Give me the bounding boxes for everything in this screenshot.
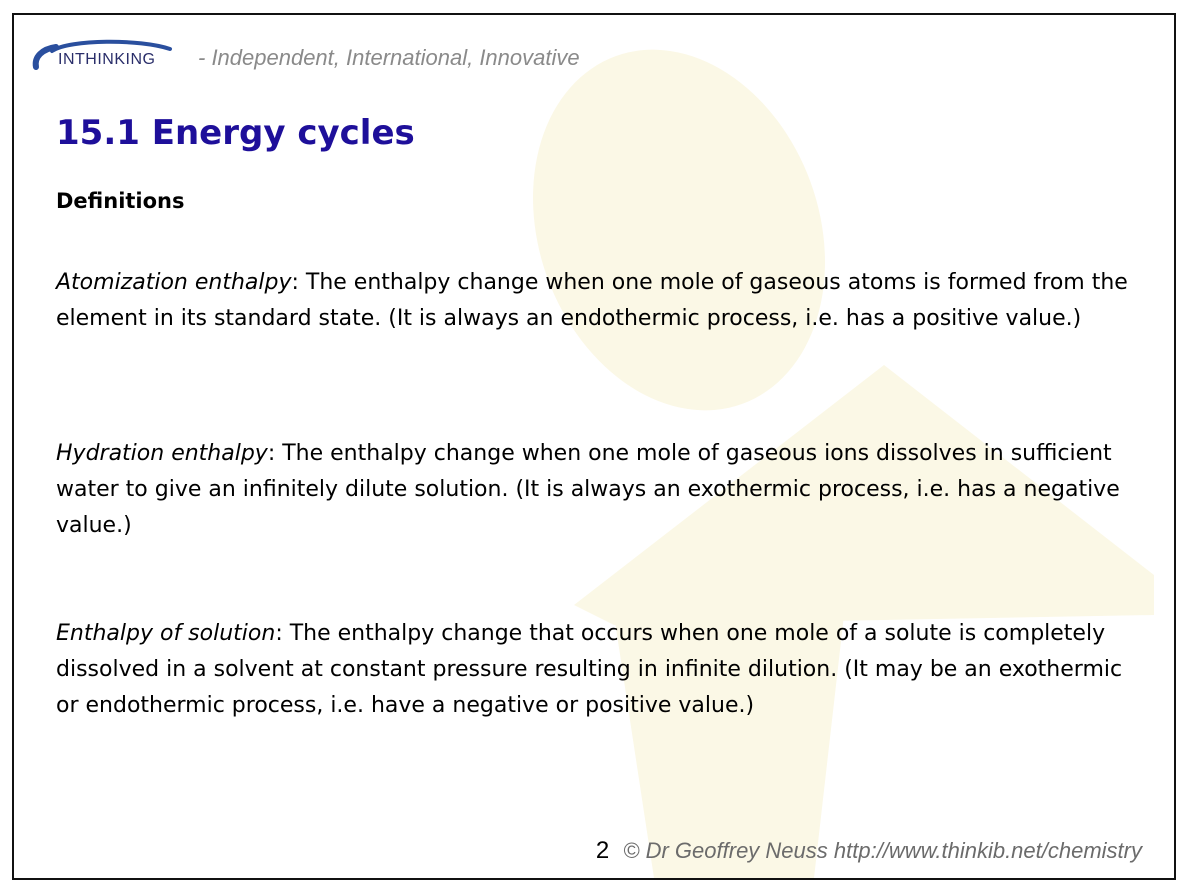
tagline: - Independent, International, Innovative [198,45,580,70]
definition-text: : The enthalpy change that occurs when one mole of a solute is completely dissolved in a solvent at constant pressure resulting in infinite dilution. (It may be an exothermic or endothermic process, i.e. have a negative or positive value.) [56,621,1123,718]
logo-text: INTHINKING [58,51,156,68]
slide [12,13,1176,880]
definition-hydration-enthalpy [56,436,1136,544]
definition-term: Atomization enthalpy [56,270,292,295]
copyright-text: © Dr Geoffrey Neuss http://www.thinkib.net/chemistry [623,838,1142,863]
definition-atomization-enthalpy [56,265,1136,337]
page-title: 15.1 Energy cycles [56,113,415,153]
definition-enthalpy-of-solution [56,616,1136,724]
footer [596,837,1142,865]
definition-text: : The enthalpy change when one mole of gaseous atoms is formed from the element in its standard state. (It is always an endothermic process, i.e. has a positive value.) [56,270,1128,331]
definition-text: : The enthalpy change when one mole of gaseous ions dissolves in sufficient water to give an infinitely dilute solution. (It is always an exothermic process, i.e. has a negative value.) [56,441,1120,538]
page-number: 2 [595,837,610,864]
definition-term: Hydration enthalpy [56,441,268,466]
definition-term: Enthalpy of solution [56,621,276,646]
section-heading: Definitions [56,189,185,213]
